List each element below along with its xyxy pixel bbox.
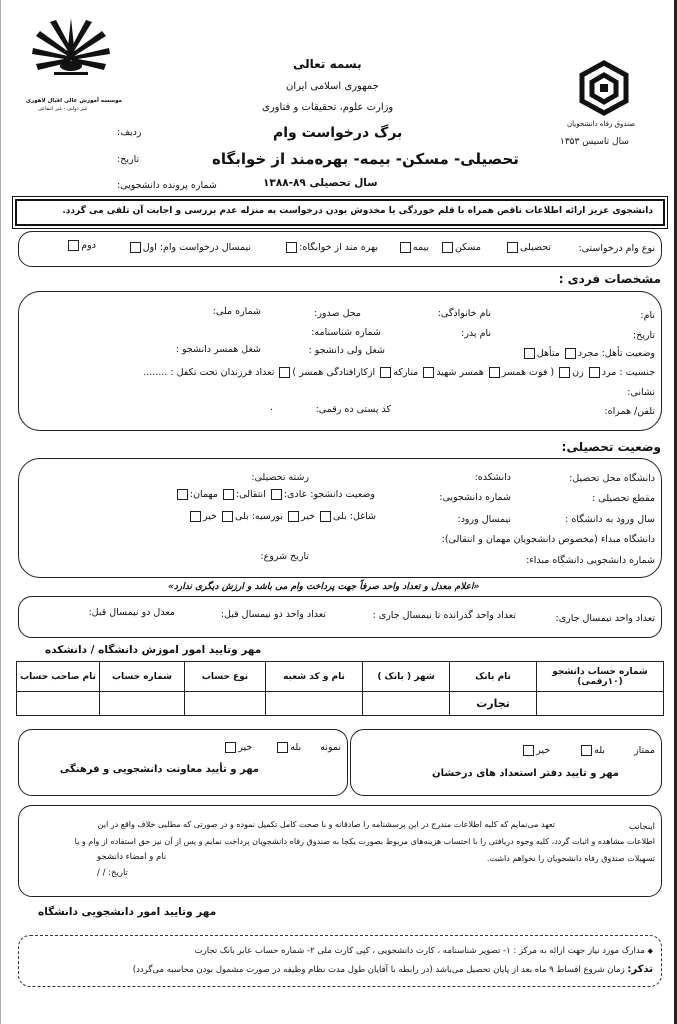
male-checkbox[interactable] [589, 367, 600, 378]
employed-no-label: خیر [301, 511, 315, 522]
single-checkbox[interactable] [565, 348, 576, 359]
employed-no-checkbox[interactable] [288, 511, 299, 522]
scholarship-yes-checkbox[interactable] [222, 511, 233, 522]
start-date-label: تاریخ شروع: [260, 551, 309, 562]
personal-heading: مشخصات فردی : [558, 272, 661, 286]
scholarship-label: بورسیه: [251, 511, 283, 522]
file-number-label: شماره پرونده دانشجویی: [117, 180, 217, 191]
martyr-spouse-label: همسر شهید [436, 367, 484, 378]
loan-dorm-checkbox[interactable] [286, 242, 297, 253]
radif-label: ردیف: [117, 127, 142, 138]
loan-housing-label: مسکن [454, 242, 481, 253]
degree-level-label: مقطع تحصیلی : [592, 493, 655, 504]
personal-box [18, 291, 662, 431]
current-units-label: تعداد واحد نیمسال جاری: [555, 613, 655, 624]
children-count-label: تعداد فرزندان تحت تکفل : ........ [143, 367, 275, 378]
field-label: رشته تحصیلی: [251, 472, 309, 483]
semester-second-label: دوم [81, 240, 96, 251]
cell-bank-name: تجارت [450, 692, 537, 716]
single-label: مجرد [577, 348, 599, 359]
marital-status-label: وضعیت تأهل: [601, 348, 655, 359]
form-title: برگ درخواست وام [273, 125, 403, 141]
cell-account-holder[interactable] [17, 692, 100, 716]
signature-label: نام و امضاء دانشجو [97, 852, 167, 862]
spouse-deceased-checkbox[interactable] [489, 367, 500, 378]
pledge-intro: اینجانب [628, 822, 655, 832]
loan-insurance-label: بیمه [412, 242, 429, 253]
loan-education-checkbox[interactable] [507, 242, 518, 253]
previous-units-label: تعداد واحد دو نیمسال قبل: [220, 609, 326, 620]
entry-year-label: سال ورود به دانشگاه : [565, 514, 655, 525]
bullet-icon: ◆ [647, 947, 653, 955]
col-student-account: شماره حساب دانشجو (۱۰رقمی) [537, 662, 664, 692]
loan-housing-checkbox[interactable] [442, 242, 453, 253]
excellent-label: ممتاز [634, 745, 655, 756]
student-affairs-stamp-label: مهر وتایید امور دانشجویی دانشگاه [38, 906, 217, 918]
model-yes-checkbox[interactable] [277, 742, 288, 753]
female-checkbox[interactable] [559, 367, 570, 378]
employed-yes-checkbox[interactable] [320, 511, 331, 522]
student-number-label: شماره دانشجویی: [439, 492, 511, 503]
previous-gpa-label: معدل دو نیمسال قبل: [88, 607, 175, 618]
semester-second-checkbox[interactable] [68, 240, 79, 251]
father-name-label: نام پدر: [461, 328, 491, 339]
academic-year: سال تحصیلی ۸۹-۱۳۸۸ [263, 177, 378, 189]
university-label: دانشگاه محل تحصیل: [569, 473, 655, 484]
loan-dorm-label: بهره مند از خوابگاه: [299, 242, 378, 253]
loan-education-label: تحصیلی [520, 242, 551, 253]
ministry-name: وزارت علوم، تحقیقات و فناوری [262, 102, 394, 113]
excellent-yes-label: بله [594, 745, 606, 756]
pledge-line-3: تسهیلات صندوق رفاه دانشجویان را نخواهم داشت. [486, 854, 655, 863]
gender-male-label: جنسیت : مرد [601, 367, 655, 378]
pledge-line-1: تعهد می‌نمایم که کلیه اطلاعات مندرج در این پرسشنامه را صادقانه و با صحت کامل تکمیل نموده و در صورتی که مطلبی خلاف واقع در این [97, 820, 555, 829]
faculty-label: دانشکده: [474, 472, 511, 483]
reminder-text: زمان شروع اقساط ۹ ماه بعد از پایان تحصیل می‌باشد (در رابطه با آقایان طول مدت نظام وظیفه در صورت مشمول بودن محاسبه می‌گردد) [132, 965, 625, 975]
excellent-yes-checkbox[interactable] [581, 745, 592, 756]
footer-notes-box [18, 935, 662, 987]
required-docs-text: مدارک مورد نیاز جهت ارائه به مرکز : ۱- تصویر شناسنامه ، کارت دانشجویی ، کپی کارت ملی ۲- شماره حساب عابر بانک تجارت [194, 946, 645, 956]
pledge-box [18, 805, 662, 897]
cell-branch[interactable] [266, 692, 363, 716]
guardian-job-label: شغل ولی دانشجو : [308, 345, 385, 356]
employed-label: شاغل: [349, 511, 376, 522]
education-office-stamp-label: مهر وتایید امور اموزش دانشگاه / دانشکده [45, 644, 262, 656]
transfer-label: انتقالی: [235, 489, 266, 500]
col-account-number: شماره حساب [100, 662, 185, 692]
bismillah: بسمه تعالی [293, 57, 362, 71]
reminder-label: تذکر: [627, 964, 653, 975]
address-label: نشانی: [627, 387, 655, 398]
family-label: نام خانوادگی: [437, 308, 491, 319]
semester-first-checkbox[interactable] [130, 242, 141, 253]
guest-label: مهمان: [189, 489, 218, 500]
date-label: تاریخ: [117, 154, 140, 165]
spouse-job-label: شغل همسر دانشجو : [175, 344, 261, 355]
col-bank-city: شهر ( بانک ) [363, 662, 450, 692]
welfare-fund-logo [574, 58, 634, 118]
notice-text: دانشجوی عزیز ارائه اطلاعات ناقص همراه با قلم خوردگی یا مخدوش بودن درخواست به منزله عدم بررسی و اجابت آن تلقی می گردد. [62, 206, 653, 216]
university-logo [30, 6, 112, 98]
country-name: جمهوری اسلامی ایران [286, 81, 379, 92]
excellent-no-checkbox[interactable] [523, 745, 534, 756]
deputy-approval-box [18, 729, 348, 796]
employed-yes-label: بلی [333, 511, 347, 522]
model-no-checkbox[interactable] [225, 742, 236, 753]
loan-type-label: نوع وام درخواستی: [578, 243, 655, 254]
model-label: نمونه [320, 742, 341, 753]
guest-checkbox[interactable] [177, 489, 188, 500]
notice-box [15, 199, 665, 226]
university-type: غیر دولتی - غیر انتفاعی [38, 106, 88, 112]
scholarship-no-label: خیر [202, 511, 217, 522]
education-box [18, 458, 662, 578]
fund-name: صندوق رفاه دانشجویان [567, 120, 636, 128]
spouse-deceased-label: ( فوت همسر [501, 367, 555, 378]
postal-code-value: . [269, 402, 273, 413]
disabled-spouse-checkbox[interactable] [279, 367, 290, 378]
talent-office-stamp-label: مهر و تایید دفتر استعداد های درخشان [432, 768, 619, 779]
student-status-label: وضعیت دانشجو: عادی: [283, 489, 375, 500]
phone-label: تلفن/ همراه: [604, 406, 655, 417]
cell-student-account[interactable] [537, 692, 664, 716]
university-name: موسسه آموزش عالی اقبال لاهوری [26, 98, 122, 104]
divorced-label: متارکه [393, 367, 419, 378]
cell-bank-city[interactable] [363, 692, 450, 716]
pledge-date-label: تاریخ: / / [97, 868, 128, 878]
passed-units-label: تعداد واحد گذرانده تا نیمسال جاری : [372, 610, 516, 621]
gpa-note: «اعلام معدل و تعداد واحد صرفاً جهت پرداخت وام می باشد و ارزش دیگری ندارد» [168, 582, 480, 592]
id-number-label: شماره شناسنامه: [311, 327, 381, 338]
form-subtitle: تحصیلی- مسکن- بیمه- بهره‌مند از خوابگاه [212, 150, 519, 168]
col-bank-name: نام بانک [450, 662, 537, 692]
status-regular-checkbox[interactable] [271, 489, 282, 500]
female-label: زن [572, 367, 584, 378]
deputy-stamp-label: مهر و تأیید معاونت دانشجویی و فرهنگی [59, 764, 259, 775]
model-no-label: خیر [238, 742, 253, 753]
model-yes-label: بله [290, 742, 302, 753]
col-branch: نام و کد شعبه [266, 662, 363, 692]
martyr-spouse-checkbox[interactable] [423, 367, 434, 378]
transfer-checkbox[interactable] [223, 489, 234, 500]
col-account-type: نوع حساب [185, 662, 266, 692]
divorced-checkbox[interactable] [380, 367, 391, 378]
scholarship-no-checkbox[interactable] [190, 511, 201, 522]
name-label: نام: [640, 310, 655, 321]
married-checkbox[interactable] [524, 348, 535, 359]
national-number-label: شماره ملی: [212, 306, 261, 317]
bank-table [16, 661, 664, 716]
issue-place-label: محل صدور: [314, 308, 361, 319]
cell-account-type[interactable] [185, 692, 266, 716]
fund-year: سال تاسیس ۱۳۵۳ [560, 137, 629, 147]
page-border-left [0, 0, 1, 1024]
origin-university-label: دانشگاه مبداء (مخصوص دانشجویان مهمان و انتقالی): [441, 534, 655, 545]
units-box [18, 596, 662, 638]
birth-date-label: تاریخ: [632, 330, 655, 341]
origin-student-number-label: شماره دانشجویی دانشگاه مبداء: [526, 555, 655, 566]
loan-insurance-checkbox[interactable] [400, 242, 411, 253]
postal-code-label: کد پستی ده رقمی: [315, 404, 391, 415]
scholarship-yes-label: بلی [234, 511, 249, 522]
semester-first-label: نیمسال درخواست وام: اول [142, 242, 251, 253]
married-label: متأهل [536, 348, 560, 359]
entry-semester-label: نیمسال ورود: [457, 514, 511, 525]
col-account-holder: نام صاحب حساب [17, 662, 100, 692]
talent-approval-box [350, 729, 662, 796]
cell-account-number[interactable] [100, 692, 185, 716]
excellent-no-label: خیر [536, 745, 551, 756]
disabled-spouse-label: ازکارافتادگی همسر ) [292, 367, 376, 378]
pledge-line-2: اطلاعات مشاهده و اثبات گردد، کلیه وجوه دریافتی را با احتساب هزینه‌های مربوط بصورت یکجا به صندوق رفاه دانشجویان پرداخت نمایم و پس از آن نیز حق استفاده از وام و یا [74, 837, 655, 846]
education-heading: وضعیت تحصیلی: [561, 440, 661, 454]
loan-type-box [18, 231, 662, 267]
